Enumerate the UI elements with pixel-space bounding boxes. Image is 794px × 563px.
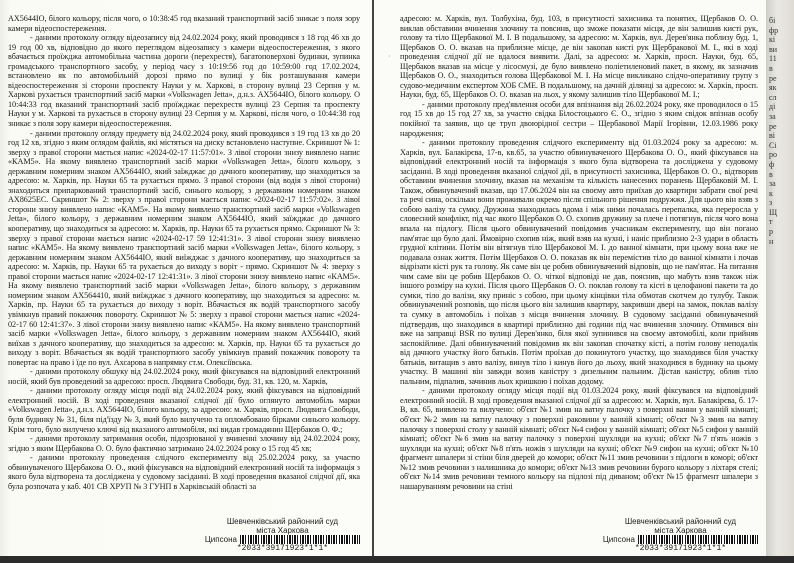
edge-text-fragment: з bbox=[769, 198, 773, 208]
edge-text-fragment: бі bbox=[769, 16, 776, 25]
barcode-image bbox=[240, 535, 360, 544]
edge-text-fragment: за bbox=[769, 111, 776, 121]
stamp-label: Ципсона bbox=[602, 535, 635, 544]
paragraph: - даними протоколу огляду місця події від 24.02.2024 року, який фіксувався на відповідний електронний носій. В ході проведення вказаної слідчої дії було оглянуто автомобіль марки «Volkswagen Jetta», д.н.з. АХ5644ІО, білого кольору, за адресою: м. Харків, просп. Людвига Свободи, буля будинку № 31, біля під'їзду № 3, який було вилучено та опломбовано бірками синього кольору. Крім того, було вилучено ключі від вказаного автомобіля, які видав громадянин Щербаков О. Ф.; bbox=[8, 386, 360, 434]
stamp-court-name: Шевченківський районний суд bbox=[624, 517, 737, 526]
edge-text-fragment: ви bbox=[769, 44, 778, 54]
stamp-city-name: міста Харкова bbox=[654, 526, 707, 535]
edge-text-fragment: р bbox=[769, 227, 773, 237]
paragraph: адресою: м. Харків, вул. Толбухіна, буд. 103, в присутності захисника та понятих, Щербаков О. О. виклав обставини вчинення злочину та повсинв, що зможе показати місця, де він залишив кисті рук, голову та тіло Щербакової М. І. В подальшому, за адресою: м. Харків, вул. Дерев'янка поблизу буд. 1, Щербаков О. О. вказав на приблизне місце, де він закопав кисті рук Щербракової М. І., які в ході проведення слідчої дії не вдалося виявити. Далі, за адресою: м. Харків, просп. Науки, буд. 65, Щербаков вказав на місце у лісосмузі, де було виявлено поліетиленовий пакет, в якому, як зазначив Щербаков О. О., знаходиться голова Щербакової М. І. На місце викликано слідчо-оперативну групу з судово-медичним експертом ХОБ СМЕ. В подальшому, на дачній ділянці за адресою: м. Харків, просп. Науки, буд. 65, Щербаков О. О. вказав на льох, у якому залишив тіло Щербакової М. І.; bbox=[400, 14, 758, 100]
stamp-label: Ципсона bbox=[204, 535, 237, 544]
stamp-court-name: Шевченківський районний суд bbox=[226, 517, 339, 526]
court-stamp-right bbox=[603, 517, 758, 553]
paragraph: - даними протоколу затримання особи, підозрюваної у вчиненні злочину від 24.02.2024 року, згідно з яким Щербакова О. О. було фактично затримано 24.02.2024 року о 15 год 45 хв; bbox=[8, 434, 360, 453]
edge-text-fragment: як bbox=[769, 83, 777, 93]
paragraph: - даними протоколу обшуку від 24.02.2024 року, який фіксувався на відповідний електронний носій, який був проведений за адресою: просп. Людвига Свободи, буд. 31, кв. 120, м. Харків, bbox=[8, 367, 360, 386]
edge-text-fragment: к bbox=[769, 188, 773, 198]
edge-text-fragment: ві bbox=[769, 131, 775, 141]
edge-text-fragment: кі bbox=[769, 35, 776, 45]
paragraph: АХ5644ІО, білого кольору, після чого, о 10:38:45 год вказаний транспортний засіб зникає з поля зору камери відеоспостереження. bbox=[8, 14, 360, 33]
margin-dot-mark: · bbox=[388, 52, 391, 61]
barcode-code: *2033*39171923*1*1* bbox=[634, 544, 727, 553]
edge-text-fragment: Сі bbox=[769, 140, 777, 150]
paragraph: - даними протоколу пред'явлення особи для впізнання від 26.02.2024 року, яке проводилося о 15 год 15 хв до 15 год 27 хв, за участю свідка Білостоцького Є. О., згідно з яким свідок впізнав особу покійної та заявив, що це труп двоюрідної сестри – Щербакової Марії Ігорівни, 12.03.1986 року народження; bbox=[400, 99, 758, 138]
court-stamp-left bbox=[205, 517, 360, 553]
edge-text-fragment: н bbox=[769, 236, 774, 246]
left-page-body bbox=[8, 14, 360, 491]
edge-text-fragment: в bbox=[769, 169, 773, 179]
stamp-city-name: міста Харкова bbox=[256, 526, 309, 535]
edge-text-fragment: т bbox=[769, 217, 773, 227]
paragraph: - даними протоколу огляду місця події від 01.03.2024 року, який фіксувався на відповідний електронний носій. В ході проведення вказаної слідчої дії за адресою: м. Харків, вул. Балакірєва, б. 17-В, кв. 65, виявлено та вилучено: об'єкт №1 змив на ватну палочку з поверхні ванни у ванній кімнаті; об'єкт №2 змив на ватну палочку з поверхні раковини у ванній кімнаті; об'єкт №3 змив на ватну палочку з поверхні столу у ванній кімнаті; об'єкт №4 сифон у ванній кімнаті; об'єкт №5 сифон у ванній кімнаті; об'єкт №6 змив на ватну палочку з поверхні шухляди на кухні; об'єкт №7 п'ять ножів з шухляди на кухні; об'єкт №8 п'ять ножів з шухляди на кухні; об'єкт №9 сифон на кухні; об'єкт №10 фрагмент шпалери зі стіни біля дверей до комори; об'єкт №11 змив речовини з підлоги в коморі; об'єкт №12 змив речовини з налишника до комори; об'єкт №13 змив речовини бурого кольору з ліхтаря стелі; об'єкт №14 змив речовини темного кольору на підлозі під диваном; об'єкт №15 фрагмент шпалери з нашаруванням речовини на стіні bbox=[400, 386, 758, 491]
barcode-code: *2033*39171923*1*1* bbox=[236, 544, 329, 553]
edge-text-fragment: 11 bbox=[769, 54, 777, 64]
barcode-image bbox=[638, 535, 758, 544]
edge-text-fragment: за bbox=[769, 179, 776, 189]
edge-text-fragment: в bbox=[769, 63, 773, 73]
edge-text-fragment: ре bbox=[769, 73, 777, 83]
paragraph: - даними протоколу проведення слідчого експерименту від 01.03.2024 року за адресою: м. Харків, вул. Балакірєва, 17-в, кв.65, за участю обвинуваченого Щербакова О. О., який фіксувався на відповідний електронний носій та інформація з якого була відтворена та досліджена у судовому засіданні. В ході проведення вказаної слідчої дії, в присутності захисника, Щербаков О. О., відтворив обставини вчинення злочину, вказав на механізм та кількість нанесених поранень Щербаковій М. І. Також, обвинувачений вказав, що 17.06.2024 він на своєму авто приїхав до квартири забрати свої речі та речі сина, оскільки вони проживали окремо після спільного рішення подружжя. Для цього він взяв з собою валізу та сумку. Дружина знаходилась вдома і між ними почалась перепалка, яка переросла у словесний конфлікт, під час якого Щербаков О. О. схопив дружину за плече і потягнув, після чого вона впала на підлогу. Після цього обвинувачений повідомив учасникам експерименту, що він погано пам'ятає що було далі. Ймовірно схопив ніж, який взяв на кухні, і наніс приблизно 2-3 удари в область грудної клітини. Потім він вітягнув тіло Щербакової М. І. до ванної кімнати, при цьому вона вже не подавала ознак життя. Потім Щербаков О. О. показав як він перемістив тіло до ванної кімнати і почав відрізати кісті рук та голову. Як саме він це робив обвинувачений відповів, що не пам'ятає. На питання чим саме він це робив Щербаков О. О. чіткої відповіді не дав, пояснив, що мабуть взяв також ніж іншого розміру на кухні. Після цього Щербаков О. О. поклав голову та кісті в целофанові пакети та до сумки, тіло до валізи, яку приніс з собою, при цьому кінцівки тіла обмотав скотчем до тулубу. Також обвинувачений розповів, що після цього він залишив квартиру, закривши двері на замок, поклав валізу та сумку в автомобіль і поїхав з місця вчинення злочину. В судовому засіданні обвинувачений підтвердив, що знаходився в квартирі приблизно дві години під час вчинення злочину. Отямився він вже на заправці BSR по вулиці Дерев'янко, біля якої зупинився на своєму автомобілі, коли прийняв заспокійливе. Далі обвинувачений повідомив як він закопав спочатку кісті, а потім голову неподалік від дачного участку його батьків. Потім проїхав до покинутого участку, що знаходився біля участку батьків, витащив з авто валізу, винув тіло і кинув його до льоху, який знаходився в будинку на цьому участку. В машині він завжди возив каністру з дизельним пальним. Дістав каністру, облив тіло пальним, підпалив, зачинив льох кришкою і поїхав додому. bbox=[400, 138, 758, 386]
edge-text-fragment: Щ bbox=[769, 207, 778, 217]
next-page-edge bbox=[766, 0, 794, 556]
paragraph: - даними протоколу проведення слідчого експерименту від 25.02.2024 року, за участю обвинуваченого Щербакова О. О., який фіксувався на відповідний електронний носій та інформація з якого була відтворена та досліджена у судовому засіданні. В ході проведення вказаної слідчої дії, яка була розпочата у каб. 401 СВ ХРУП № 3 ГУНП в Харківській області за bbox=[8, 453, 360, 491]
paragraph: - даними протоколу огляду предмету від 24.02.2024 року, який проводився з 19 год 13 хв до 20 год 12 хв, згідно з яким оглядом файлів, які містяться на диску встановлено наступне. Скриншот № 1: зверху з правої сторони мається напис «2024-02-17 11:57:01». З лівої сторони знизу виявлено напис «КАМ5». На якому виявлено транспортний засіб марки «Volkswagen Jetta», білого кольору, з державним номерним знаком АХ5644ІО, який заїжджає до дачного кооперативу, що знаходиться за адресою: м. Харків, пр. Науки 65 та рухається прямо. З правої сторони (від водія з лівої сторони) знаходиться припаркований транспортний засіб, синього кольору, з державним номерним знаком АХ8625ЕС. Скриншот № 2: зверху з правої сторони мається напис «2024-02-17 11:57:02». З лівої сторони знизу виявлено напис «КАМ5». На якому виявлено транспортний засіб марки «Volkswagen Jetta», білого кольору, з державним номерним знаком АХ5644ІО, який заїжджає до дачного кооперативу, що знаходиться за адресою: м. Харків, пр. Науки 65 та рухається прямо. Скриншот № 3: зверху з правої сторони мається напис «2024-02-17 59 12:41:31». З лівої сторони знизу виявлено напис «КАМ5». На якому виявлено транспортний засіб марки «Volkswagen Jetta», білого кольору, з державним номерним знаком АХ5644ІО, який виїжджає з дачного кооперативу, що знаходиться за адресою: м. Харків, пр. Науки 65 та рухається до виходу з воріт - прямо. Скриншот № 4: зверху з правої сторони мається напис «2024-02-17 12:41:31». З лівої сторони знизу виявлено напис «КАМ5». На якому виявлено транспортний засіб марки «Volkswagen Jetta», білого кольору, з державним номерним знаком АХ564410, який виїжджає з дачного кооперативу, що знаходиться за адресою: м. Харків, пр. Науки 65 та рухається до виходу з воріт. Вбачається як водій транспортного засобу увімкнув правий покажчик повороту. Скриншот № 5: зверху з правої сторони мається напис «2024-02-17 60 12:41:37». З лівої сторони знизу виявлено напис «КАМ5». На якому виявлено транспортний засіб марки «Volkswagen Jetta», білого кольору, з державним номерним знаком АХ5644ІО, який виїхав з дачного кооперативу, що знаходиться за адресою: м. Харків, пр. Науки 65 та рухається до виходу з воріт. Вбачається як водій транспортного засобу увімкнув правий покажчик повороту та повертає на право і їде по вул. Ахсарова в напрямку ст.м. Олексіївська. bbox=[8, 128, 360, 367]
paragraph: - даними протоколу огляду відеозапису від 24.02.2024 року, який проводився з 18 год 46 хв до 19 год 00 хв, відповідно до якого переглядом відеозапису з камери відеоспостереження, з якого вбачається проїжджа автомобільна частина дороги (перехрестя), багатоповерхові будинки, зупинка громадського транспортного засобу, у період часу з 10:19:56 год до 10:59:00 год 17.02.2024, встановлено як по автомобільній дорозі прямо по вулиці у бік розташування камери відеоспостереження зі сторони проспекту Науки у м. Харкові, в сторону вулиці 23 Серпня у м. Харкові рухається транспортний засіб марки «Volkswagen Jetta», д.н.з. АХ5644ІО, білого кольору. О 10:44:33 год вказаний транспортний засіб проїжджає перехрестя вулиці 23 Серпня та проспекту Науки у м. Харкові та рухається в сторону вулиці 23 Серпня у м. Харкові, після чого, о 10:44:38 год зникає з поля зору камери відеоспостереження. bbox=[8, 33, 360, 129]
right-page-body bbox=[400, 14, 758, 491]
edge-text-fragment: фр bbox=[769, 25, 779, 35]
edge-text-fragment: сл bbox=[769, 92, 777, 102]
document-page-left bbox=[0, 0, 372, 556]
edge-text-fragment: ді bbox=[769, 102, 776, 112]
document-page-right bbox=[374, 0, 766, 556]
scanner-bottom-edge bbox=[0, 556, 794, 563]
edge-text-fragment: ф bbox=[769, 159, 775, 169]
edge-text-fragment: ро bbox=[769, 150, 777, 160]
edge-text-fragment: ре bbox=[769, 121, 777, 131]
